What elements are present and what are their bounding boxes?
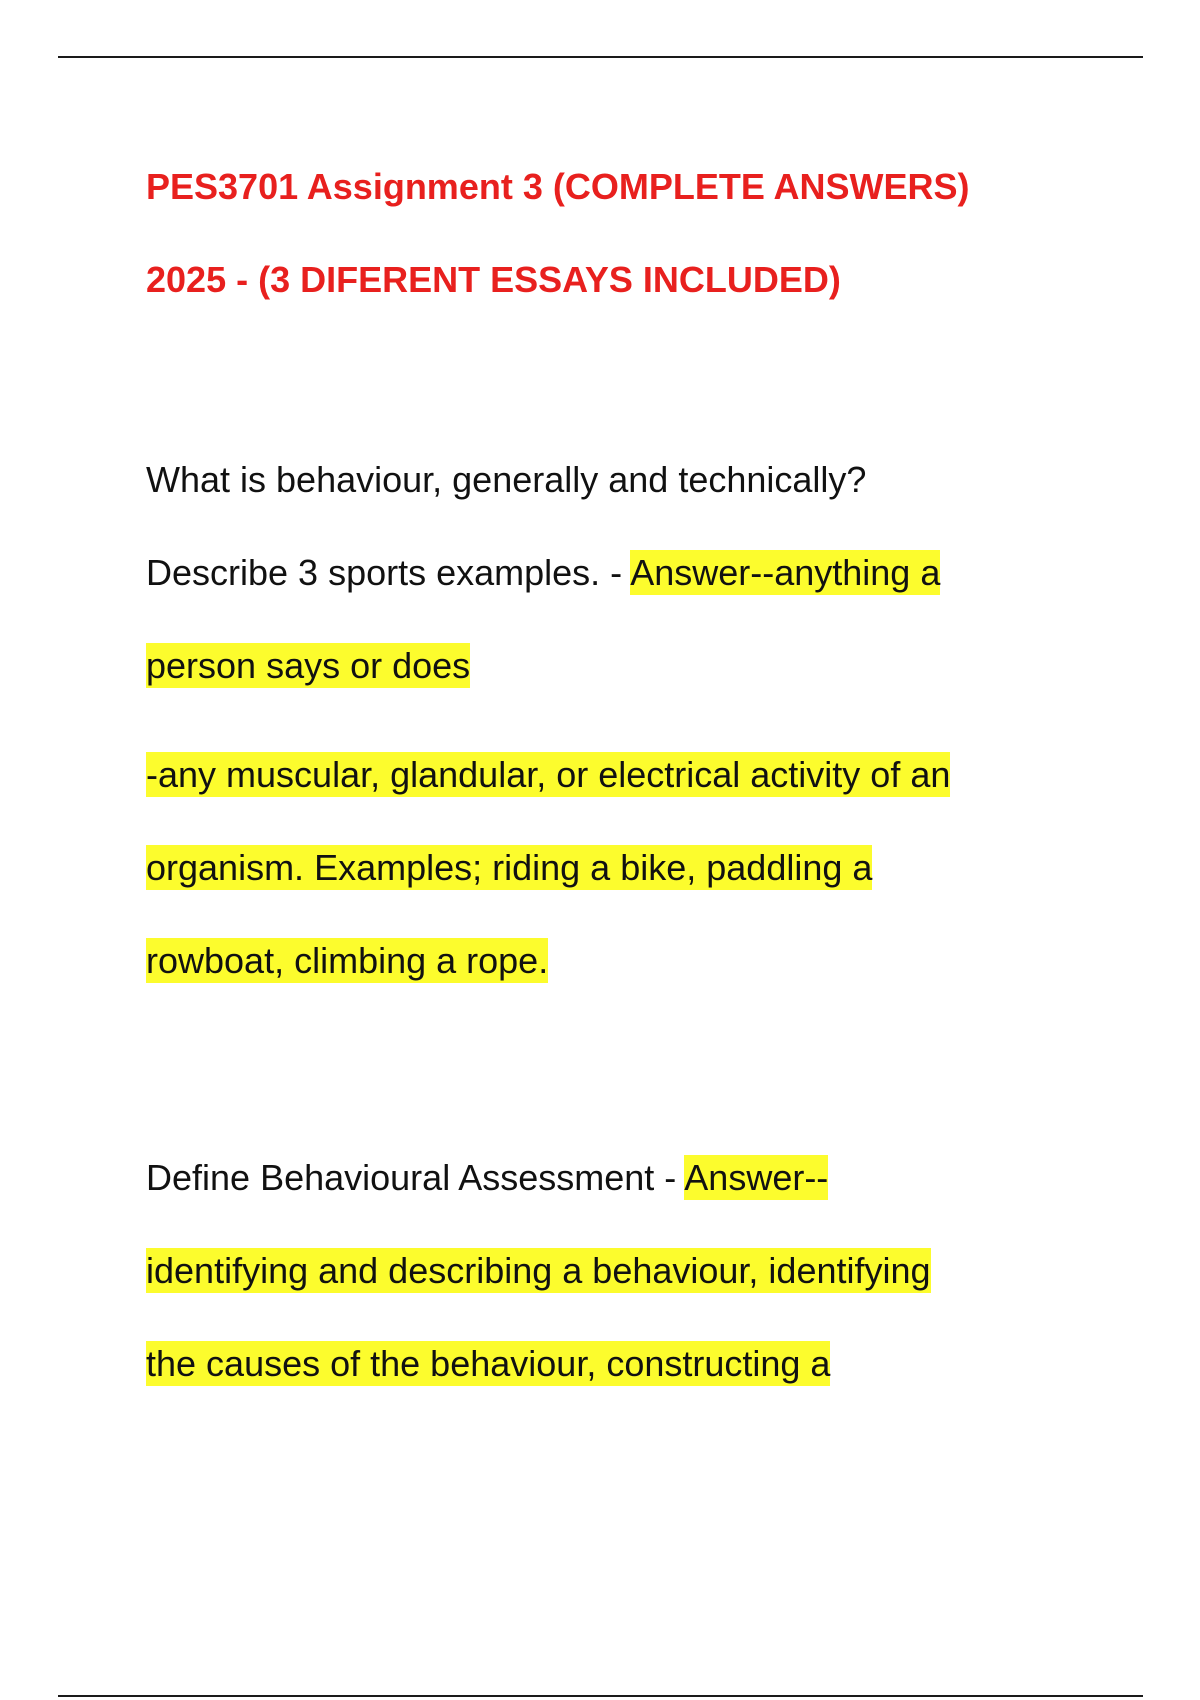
question-2-text: Define Behavioural Assessment - <box>146 1157 685 1198</box>
title-line-2: 2025 - (3 DIFERENT ESSAYS INCLUDED) <box>146 259 841 300</box>
question-1-text: Describe 3 sports examples. - <box>146 552 631 593</box>
question-1-line-2 <box>146 526 1086 619</box>
answer-2-line-2 <box>146 1317 1086 1410</box>
top-rule <box>58 56 1143 58</box>
qa-item-2 <box>146 1131 1086 1410</box>
question-1-line-1: What is behaviour, generally and technically? <box>146 459 867 500</box>
answer-1-p2-line-1 <box>146 728 1086 821</box>
document-title <box>146 140 1106 326</box>
answer-2-highlight-start: Answer-- <box>684 1157 829 1198</box>
answer-1-p2-highlight-2: organism. Examples; riding a bike, paddling a <box>146 847 873 888</box>
answer-1-paragraph-2 <box>146 728 1086 1007</box>
question-2-line-1 <box>146 1131 1086 1224</box>
answer-1-p2-line-2 <box>146 821 1086 914</box>
bottom-rule <box>58 1695 1143 1697</box>
answer-1-p2-highlight-1: -any muscular, glandular, or electrical activity of an <box>146 754 951 795</box>
answer-2-highlight-1: identifying and describing a behaviour, identifying <box>146 1250 931 1291</box>
title-line-1: PES3701 Assignment 3 (COMPLETE ANSWERS) <box>146 166 970 207</box>
answer-1-p2-highlight-3: rowboat, climbing a rope. <box>146 940 549 981</box>
qa-item-1 <box>146 433 1086 712</box>
answer-1-highlight-start: Answer--anything a <box>630 552 941 593</box>
answer-1-p2-line-3 <box>146 914 1086 1007</box>
answer-2-line-1 <box>146 1224 1086 1317</box>
answer-1-highlight: person says or does <box>146 645 471 686</box>
answer-1-line-1 <box>146 619 1086 712</box>
answer-2-highlight-2: the causes of the behaviour, constructing a <box>146 1343 831 1384</box>
